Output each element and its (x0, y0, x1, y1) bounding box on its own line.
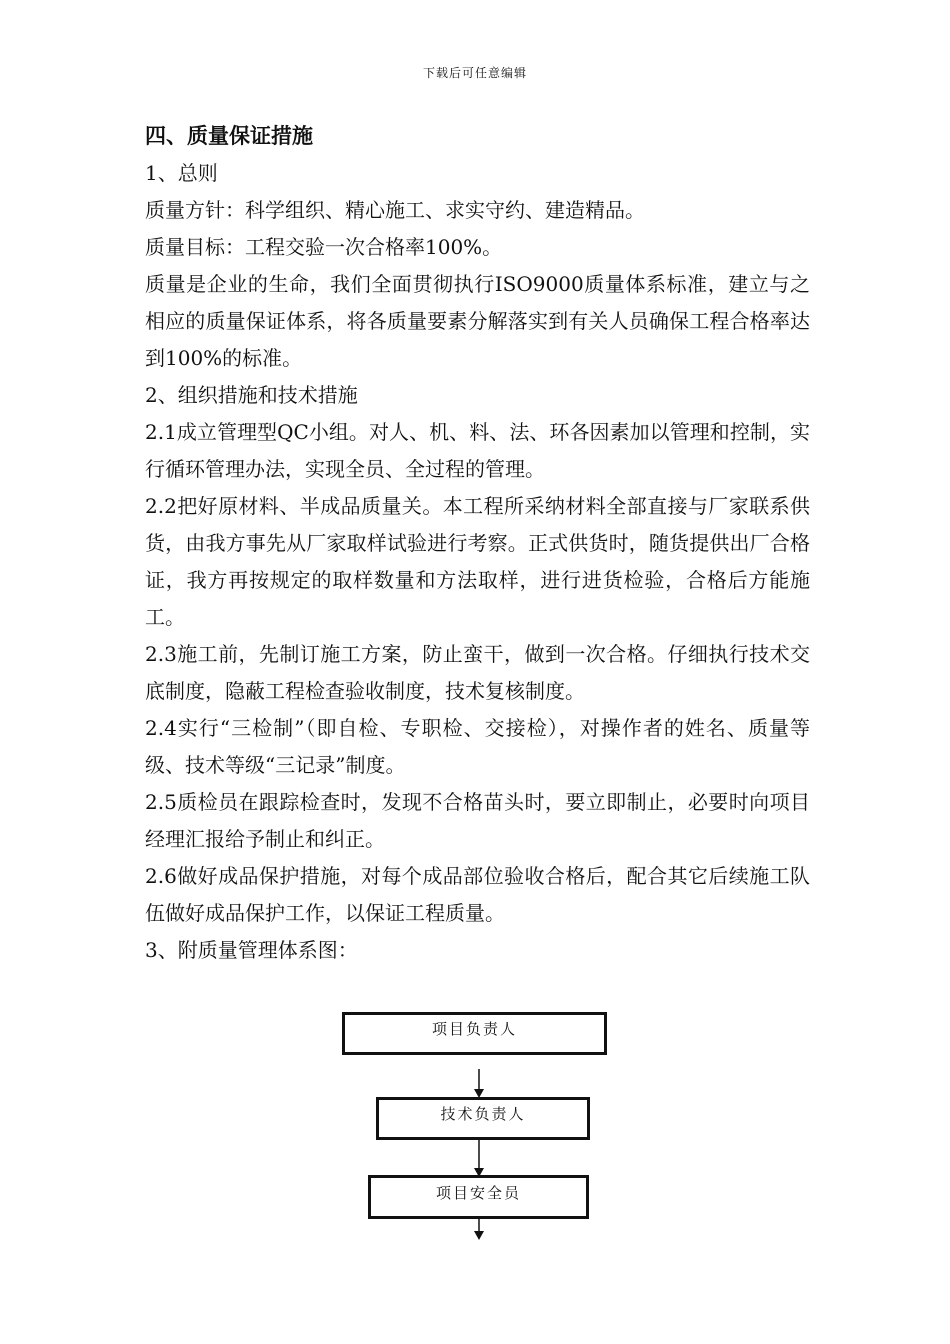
paragraph-2-6: 2.6做好成品保护措施，对每个成品部位验收合格后，配合其它后续施工队伍做好成品保护工作，以保证工程质量。 (145, 864, 810, 925)
arrow-head-3 (474, 1231, 484, 1240)
paragraph-measures-heading: 2、组织措施和技术措施 (145, 383, 358, 407)
paragraph-iso9000: 质量是企业的生命，我们全面贯彻执行ISO9000质量体系标准，建立与之相应的质量保证体系，将各质量要素分解落实到有关人员确保工程合格率达到100%的标准。 (145, 272, 810, 370)
paragraph-appendix: 3、附质量管理体系图： (145, 938, 358, 962)
paragraph-quality-policy: 质量方针：科学组织、精心施工、求实守约、建造精品。 (145, 198, 645, 222)
node-safety-officer (368, 1175, 589, 1219)
node-label: 项目负责人 (431, 1020, 517, 1038)
paragraph-2-4: 2.4实行“三检制”（即自检、专职检、交接检），对操作者的姓名、质量等级、技术等级“三记录”制度。 (145, 716, 810, 777)
node-technical-lead (376, 1097, 590, 1140)
paragraph-2-3: 2.3施工前，先制订施工方案，防止蛮干，做到一次合格。仔细执行技术交底制度，隐蔽工程检查验收制度，技术复核制度。 (145, 642, 810, 703)
paragraph-2-1: 2.1成立管理型QC小组。对人、机、料、法、环各因素加以管理和控制，实行循环管理办法，实现全员、全过程的管理。 (145, 420, 810, 481)
paragraph-2-2: 2.2把好原材料、半成品质量关。本工程所采纳材料全部直接与厂家联系供货，由我方事先从厂家取样试验进行考察。正式供货时，随货提供出厂合格证，我方再按规定的取样数量和方法取样，进行进货检验，合格后方能施工。 (145, 494, 810, 629)
node-project-manager (342, 1012, 607, 1055)
paragraph-quality-target: 质量目标：工程交验一次合格率100%。 (145, 235, 503, 259)
section-title: 四、质量保证措施 (145, 124, 313, 148)
node-label: 技术负责人 (440, 1105, 526, 1123)
page-header: 下载后可任意编辑 (422, 66, 527, 80)
node-label: 项目安全员 (435, 1183, 521, 1202)
paragraph-2-5: 2.5质检员在跟踪检查时，发现不合格苗头时，要立即制止，必要时向项目经理汇报给予制止和纠正。 (145, 790, 810, 851)
paragraph-general: 1、总则 (145, 161, 218, 185)
